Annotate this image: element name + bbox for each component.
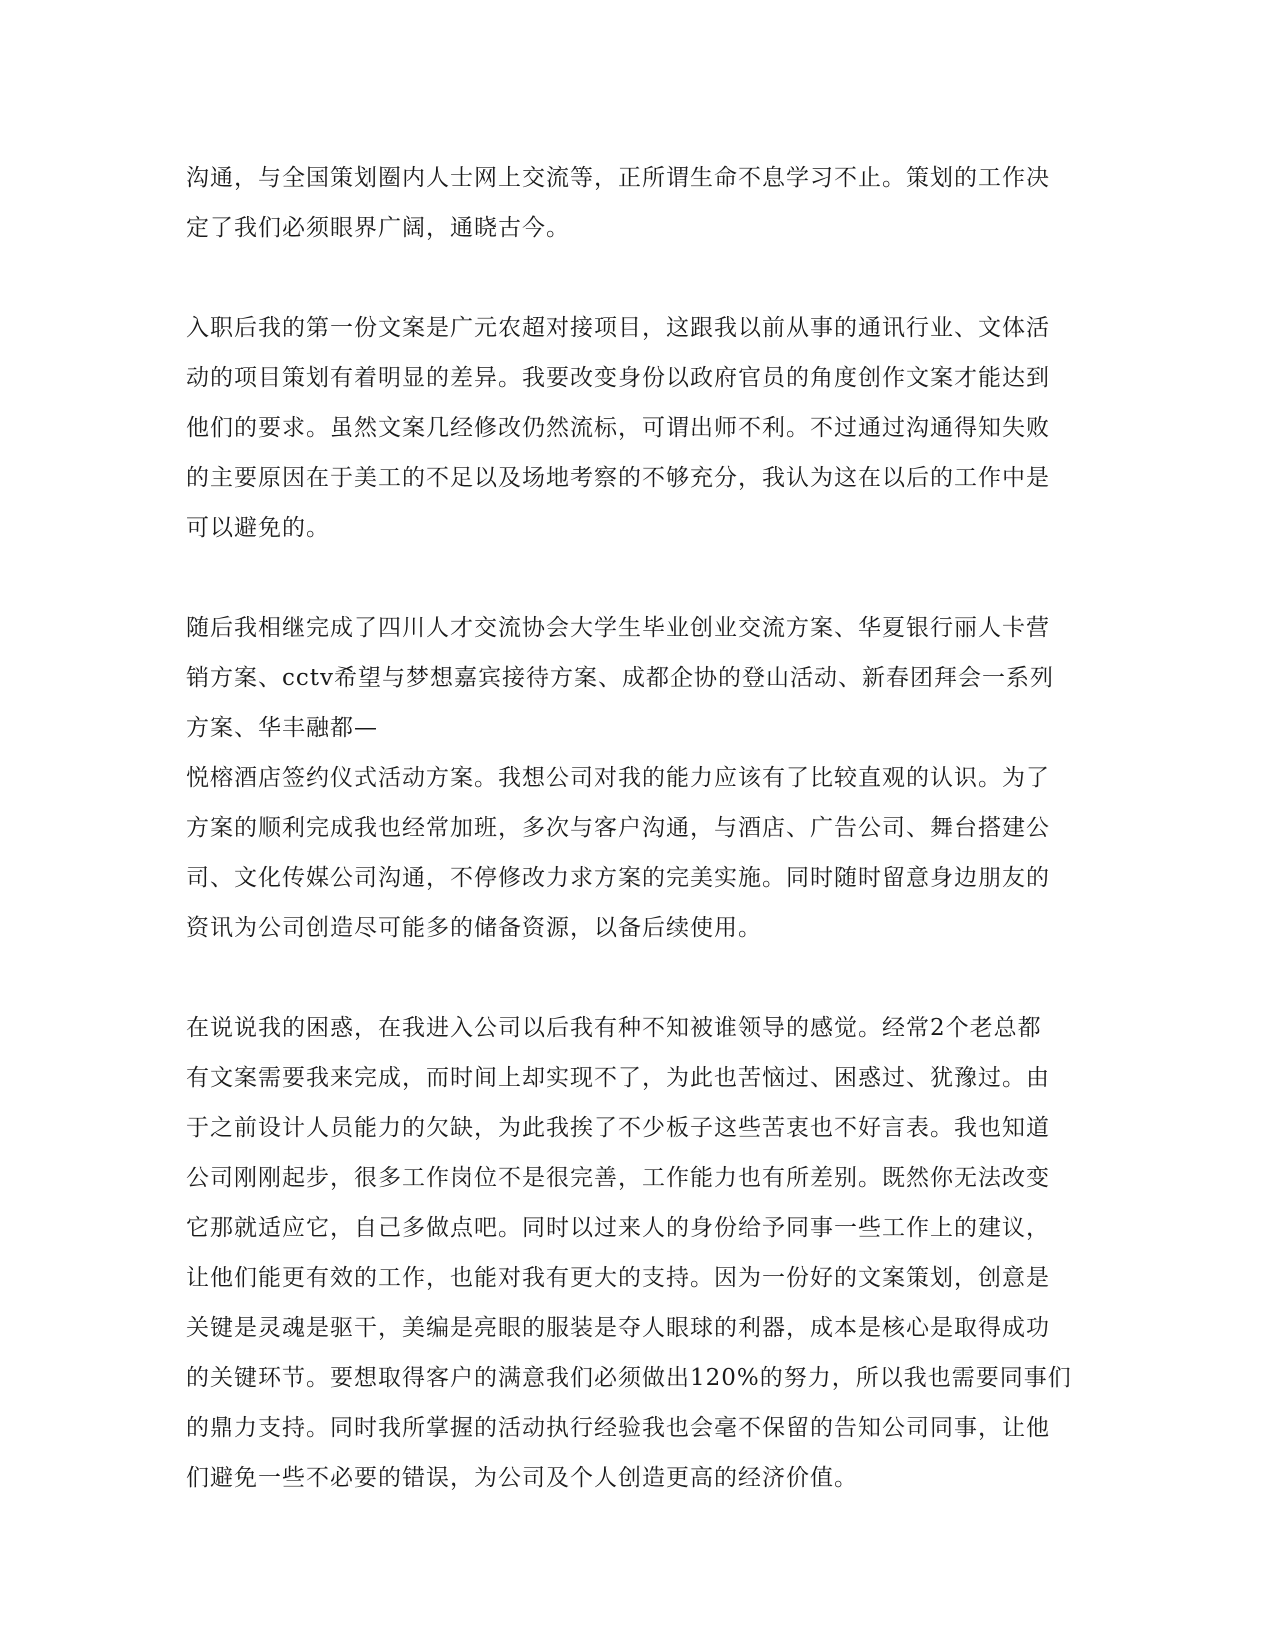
paragraph-3 (186, 603, 1086, 953)
document-body (186, 153, 1086, 1553)
paragraph-line: 司、文化传媒公司沟通，不停修改力求方案的完美实施。同时随时留意身边朋友的 (186, 865, 1050, 891)
paragraph-line: 销方案、cctv希望与梦想嘉宾接待方案、成都企协的登山活动、新春团拜会一系列 (186, 665, 1054, 691)
paragraph-line: 的关键环节。要想取得客户的满意我们必须做出120%的努力，所以我也需要同事们 (186, 1365, 1072, 1391)
paragraph-line: 入职后我的第一份文案是广元农超对接项目，这跟我以前从事的通讯行业、文体活 (186, 315, 1050, 341)
paragraph-line: 他们的要求。虽然文案几经修改仍然流标，可谓出师不利。不过通过沟通得知失败 (186, 415, 1050, 441)
paragraph-line: 它那就适应它，自己多做点吧。同时以过来人的身份给予同事一些工作上的建议， (186, 1215, 1050, 1241)
paragraph-1 (186, 153, 1086, 253)
paragraph-line: 让他们能更有效的工作，也能对我有更大的支持。因为一份好的文案策划，创意是 (186, 1265, 1050, 1291)
paragraph-line: 公司刚刚起步，很多工作岗位不是很完善，工作能力也有所差别。既然你无法改变 (186, 1165, 1050, 1191)
paragraph-line: 关键是灵魂是驱干，美编是亮眼的服装是夺人眼球的利器，成本是核心是取得成功 (186, 1315, 1050, 1341)
paragraph-2 (186, 303, 1086, 553)
paragraph-line: 于之前设计人员能力的欠缺，为此我挨了不少板子这些苦衷也不好言表。我也知道 (186, 1115, 1050, 1141)
paragraph-line: 动的项目策划有着明显的差异。我要改变身份以政府官员的角度创作文案才能达到 (186, 365, 1050, 391)
paragraph-line: 方案的顺利完成我也经常加班，多次与客户沟通，与酒店、广告公司、舞台搭建公 (186, 815, 1050, 841)
paragraph-4 (186, 1003, 1086, 1503)
paragraph-line: 在说说我的困惑，在我进入公司以后我有种不知被谁领导的感觉。经常2个老总都 (186, 1015, 1042, 1041)
paragraph-line: 方案、华丰融都— (186, 715, 378, 741)
paragraph-line: 悦榕酒店签约仪式活动方案。我想公司对我的能力应该有了比较直观的认识。为了 (186, 765, 1050, 791)
paragraph-line: 随后我相继完成了四川人才交流协会大学生毕业创业交流方案、华夏银行丽人卡营 (186, 615, 1050, 641)
paragraph-line: 资讯为公司创造尽可能多的储备资源，以备后续使用。 (186, 915, 762, 941)
paragraph-line: 们避免一些不必要的错误，为公司及个人创造更高的经济价值。 (186, 1465, 858, 1491)
paragraph-line: 的鼎力支持。同时我所掌握的活动执行经验我也会毫不保留的告知公司同事，让他 (186, 1415, 1050, 1441)
paragraph-line: 沟通，与全国策划圈内人士网上交流等，正所谓生命不息学习不止。策划的工作决 (186, 165, 1050, 191)
paragraph-line: 可以避免的。 (186, 515, 330, 541)
paragraph-line: 的主要原因在于美工的不足以及场地考察的不够充分，我认为这在以后的工作中是 (186, 465, 1050, 491)
paragraph-line: 定了我们必须眼界广阔，通晓古今。 (186, 215, 570, 241)
paragraph-line: 有文案需要我来完成，而时间上却实现不了，为此也苦恼过、困惑过、犹豫过。由 (186, 1065, 1050, 1091)
